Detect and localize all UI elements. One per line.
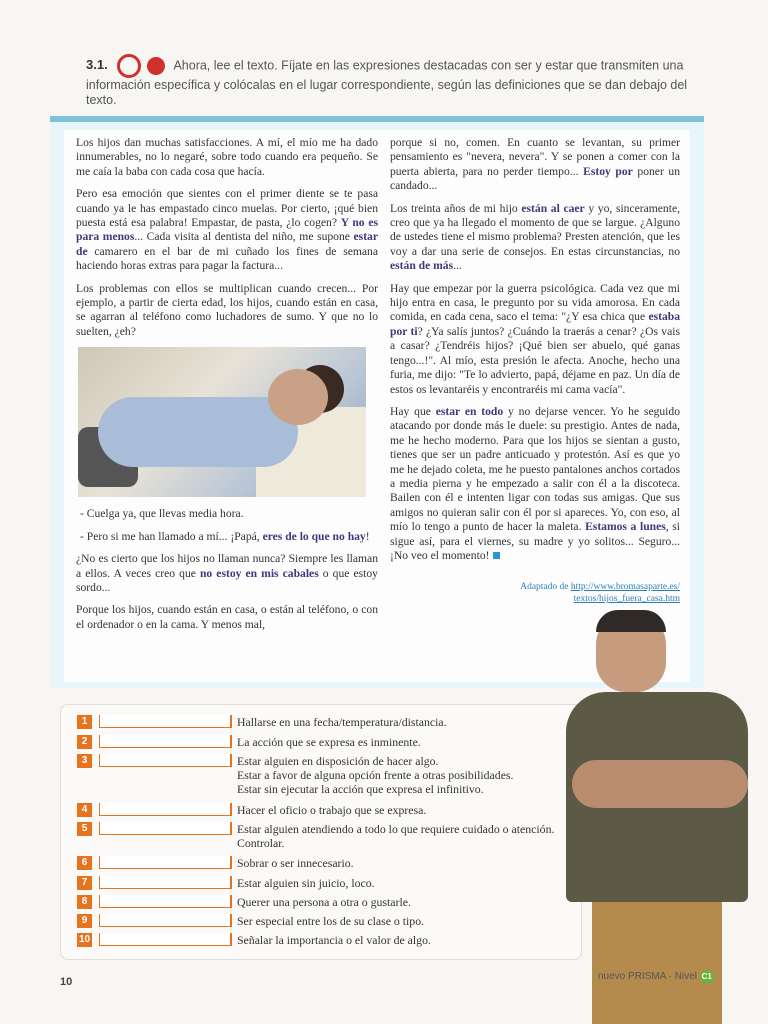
definition: Señalar la importancia o el valor de algo. bbox=[237, 933, 431, 947]
answer-blank[interactable] bbox=[99, 933, 232, 946]
text: ¿No es cierto que los hijos no llaman nunca? Siempre les llaman a ellos. A veces creo que bbox=[76, 552, 378, 580]
activity-icons bbox=[117, 54, 166, 78]
activity-number: 3.1. bbox=[86, 57, 108, 73]
item-number: 6 bbox=[77, 856, 92, 870]
item-number: 1 bbox=[77, 715, 92, 729]
definition: Sobrar o ser innecesario. bbox=[237, 856, 354, 870]
definition: Querer una persona a otra o gustarle. bbox=[237, 895, 411, 909]
highlighted-expression: eres de lo que no hay bbox=[262, 529, 366, 543]
highlighted-expression: estar de bbox=[76, 230, 378, 258]
answer-blank[interactable] bbox=[99, 822, 232, 835]
page-number: 10 bbox=[60, 976, 73, 988]
source-link[interactable]: textos/hijos_fuera_casa.htm bbox=[573, 594, 680, 605]
paragraph bbox=[76, 552, 378, 595]
highlighted-expression: están al caer bbox=[521, 201, 585, 215]
definition: Hacer el oficio o trabajo que se expresa. bbox=[237, 803, 427, 817]
definition: Ser especial entre los de su clase o tipo. bbox=[237, 914, 425, 928]
paragraph bbox=[76, 187, 378, 273]
text: Hay que bbox=[390, 404, 436, 418]
paragraph: Porque los hijos, cuando están en casa, o están al teléfono, o con el ordenador o en la cama. Y menos mal, bbox=[76, 603, 378, 631]
highlighted-expression: Estoy por bbox=[583, 164, 633, 178]
item-number: 2 bbox=[77, 735, 92, 749]
definition: La acción que se expresa es inminente. bbox=[237, 735, 421, 749]
text: Pero esa emoción que sientes con el primer diente se te pasa cuando ya le has empastado cinco muelas. Por cierto, ¡qué bien puesta está esa palabra! Empastar, de pasta, ¿lo cogen? bbox=[76, 187, 378, 230]
definition: Estar alguien atendiendo a todo lo que requiere cuidado o atención. Controlar. bbox=[237, 822, 555, 850]
item-number: 3 bbox=[77, 754, 92, 768]
item-number: 9 bbox=[77, 914, 92, 928]
instruction-text: Ahora, lee el texto. Fíjate en las expresiones destacadas con ser y estar que transmiten una información específica y colócalas en el lugar correspondiente, según las definiciones que se dan debajo del texto. bbox=[86, 58, 688, 107]
text: , si sigue así, para el viernes, su madre y yo solitos... Seguro... ¡No veo el momento! bbox=[390, 520, 680, 562]
man-pants-shape bbox=[592, 902, 722, 1024]
text: y yo, sinceramente, creo que ya ha llegado el momento de que se largue. ¿Alguno de ustedes tiene el mismo problema? Presten atención, que les voy a dar una serie de consejos. En estas circunstancias, no bbox=[390, 201, 680, 258]
matching-exercise bbox=[60, 704, 582, 960]
paragraph bbox=[390, 202, 680, 274]
source-credit bbox=[390, 581, 680, 605]
book-brand bbox=[598, 970, 714, 984]
answer-blank[interactable] bbox=[99, 876, 232, 889]
paragraph bbox=[390, 136, 680, 194]
man-hair-shape bbox=[596, 610, 666, 632]
activity-instruction bbox=[86, 54, 706, 108]
item-number: 4 bbox=[77, 803, 92, 817]
highlighted-expression: están de más bbox=[390, 259, 454, 273]
answer-blank[interactable] bbox=[99, 856, 232, 869]
dialogue-line: - Cuelga ya, que llevas media hora. bbox=[80, 507, 244, 521]
end-of-text-icon bbox=[493, 552, 500, 559]
definition: Hallarse en una fecha/temperatura/distancia. bbox=[237, 715, 447, 729]
brand-name: nuevo PRISMA · Nivel bbox=[598, 971, 697, 982]
answer-blank[interactable] bbox=[99, 735, 232, 748]
credit-prefix: Adaptado de bbox=[520, 582, 571, 593]
item-number: 5 bbox=[77, 822, 92, 836]
man-arms-shape bbox=[572, 760, 748, 808]
item-number: 7 bbox=[77, 876, 92, 890]
dialogue-line bbox=[76, 530, 378, 544]
paragraph: Los hijos dan muchas satisfacciones. A mí, el mío me ha dado innumerables, no lo negaré, sobre todo cuando era pequeño. Se me caía la baba con cada cosa que hacía. bbox=[76, 136, 378, 178]
answer-blank[interactable] bbox=[99, 895, 232, 908]
item-number: 8 bbox=[77, 895, 92, 909]
article-frame bbox=[50, 116, 704, 688]
text: y no dejarse vencer. Yo he seguido atacando por donde más le duele: su prestigio. Antes de nada, me he hecho moderno. Para que los hijos se sientan a gusto, tienes que ser un padre anticuado y protestón. Así es que yo me he dejado coleta, me he puesto pantalones anchos cortados a media pierna y he empezado a salir con él a la discoteca. Bailen con él e intenten ligar con todas sus amigas. Que sus amigos no quieran salir con él por si apareces. Yo, con eso, al mío lo tengo a punto de hacer la maleta. bbox=[390, 404, 680, 534]
text: ? ¿Ya salís juntos? ¿Cuándo la traerás a cenar? ¿Os vais a casar? ¿Tendréis hijos? ¡Qué bien ser abuelo, qué ganas tengo...!". Al mío, esta presión le afecta. Anoche, hecho una furia, me dijo: "Te lo advierto, papá, déjame en paz. Un día de estos os levantaréis y encontraréis mi cama vacía". bbox=[390, 324, 680, 396]
reading-icon bbox=[147, 57, 165, 75]
text: - Pero si me han llamado a mí... ¡Papá, bbox=[80, 529, 263, 543]
body-shape bbox=[98, 397, 298, 467]
paragraph bbox=[390, 405, 680, 563]
pair-work-icon bbox=[117, 54, 141, 78]
text: camarero en el bar de mi cuñado los fines de semana haciendo horas extras para pagar la factura... bbox=[76, 244, 378, 273]
text: ! bbox=[365, 529, 370, 543]
text: poner un candado... bbox=[390, 164, 680, 193]
article-column-right bbox=[390, 136, 680, 605]
highlighted-expression: Y no es para menos bbox=[76, 216, 378, 244]
item-number: 10 bbox=[78, 934, 91, 945]
highlighted-expression: Estamos a lunes bbox=[585, 520, 666, 534]
article-column-left bbox=[76, 136, 378, 640]
text: ... bbox=[453, 259, 462, 273]
paragraph bbox=[390, 282, 680, 397]
photo-boy-on-sofa bbox=[78, 347, 366, 497]
text: Los treinta años de mi hijo bbox=[390, 201, 522, 215]
text: o que estoy sordo... bbox=[76, 566, 378, 594]
highlighted-expression: estar en todo bbox=[435, 404, 504, 418]
definition: Estar alguien en disposición de hacer algo. Estar a favor de alguna opción frente a otras posibilidades. Estar sin ejecutar la acción que expresa el infinitivo. bbox=[237, 754, 514, 796]
answer-blank[interactable] bbox=[99, 754, 232, 767]
answer-blank[interactable] bbox=[99, 914, 232, 927]
answer-blank[interactable] bbox=[99, 803, 232, 816]
text: Hay que empezar por la guerra psicológica. Cada vez que mi hijo entra en casa, le pregunto por su vida amorosa. En cada comida, en cada cena, saco el tema: "¿Y esa chica que bbox=[390, 281, 680, 324]
answer-blank[interactable] bbox=[99, 715, 232, 728]
source-link[interactable]: http://www.bromasaparte.es/ bbox=[570, 582, 680, 593]
text: ... Cada visita al dentista del niño, me supone bbox=[134, 230, 354, 244]
photo-man-arms-crossed bbox=[566, 610, 756, 1024]
text: porque si no, comen. En cuanto se levantan, su primer pensamiento es "nevera, nevera". Y se ponen a comer con la puerta abierta, para no perder tiempo... bbox=[390, 136, 680, 178]
head-shape bbox=[268, 369, 328, 425]
highlighted-expression: estaba por ti bbox=[390, 310, 680, 338]
paragraph: Los problemas con ellos se multiplican cuando crecen... Por ejemplo, a partir de cierta edad, los hijos, cuando están en casa, se agarran al teléfono como luchadores de sumo. Y que no lo suelten, ¿eh? bbox=[76, 281, 378, 338]
definition: Estar alguien sin juicio, loco. bbox=[237, 876, 375, 890]
highlighted-expression: no estoy en mis cabales bbox=[199, 566, 319, 580]
article-body bbox=[64, 130, 690, 682]
level-badge: C1 bbox=[700, 970, 714, 984]
